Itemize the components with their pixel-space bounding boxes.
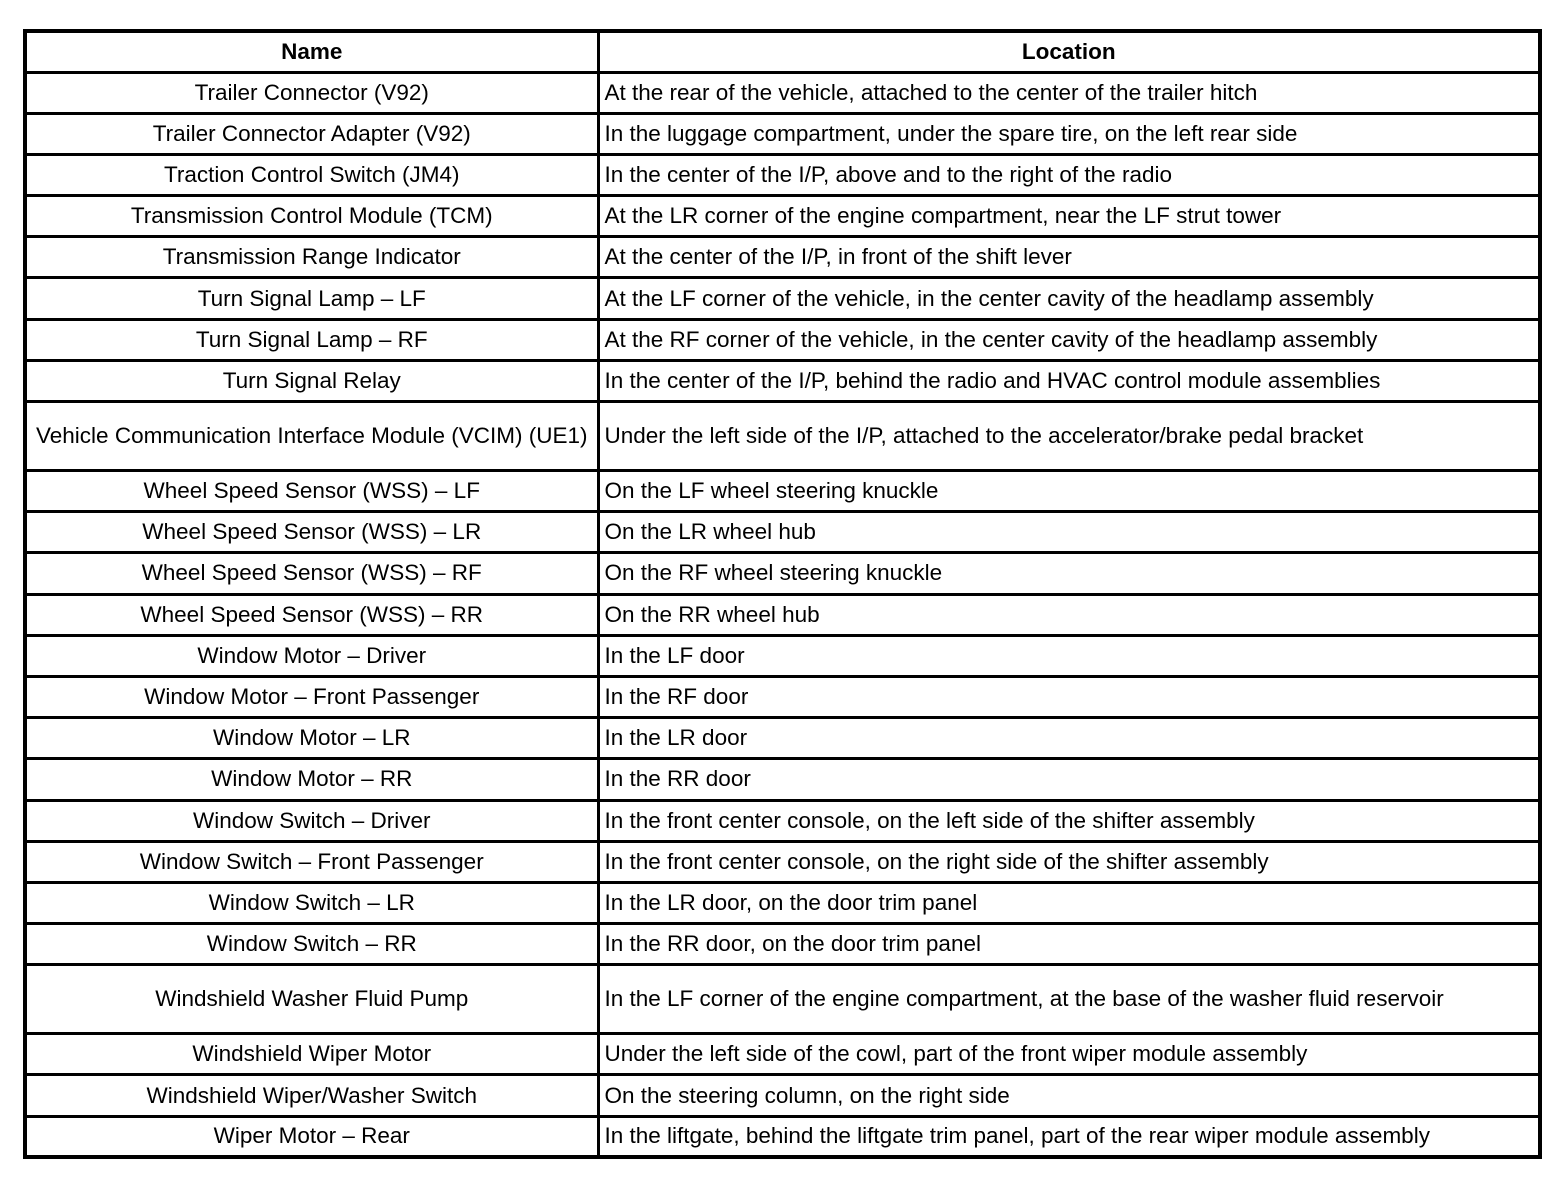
table-row <box>25 512 1540 553</box>
component-location-cell: In the RR door <box>598 759 1540 800</box>
component-location-cell: In the liftgate, behind the liftgate trim panel, part of the rear wiper module assembly <box>598 1116 1540 1157</box>
table-row <box>25 196 1540 237</box>
component-location-cell: In the center of the I/P, above and to the right of the radio <box>598 154 1540 195</box>
component-location-cell: In the front center console, on the right side of the shifter assembly <box>598 841 1540 882</box>
component-name-cell: Wheel Speed Sensor (WSS) – RF <box>25 553 598 594</box>
component-name-cell: Wheel Speed Sensor (WSS) – LR <box>25 512 598 553</box>
table-row <box>25 553 1540 594</box>
component-location-cell: In the front center console, on the left side of the shifter assembly <box>598 800 1540 841</box>
name-column-header: Name <box>25 31 598 72</box>
location-column-header: Location <box>598 31 1540 72</box>
component-name-cell: Window Switch – Driver <box>25 800 598 841</box>
component-location-cell: At the center of the I/P, in front of the shift lever <box>598 237 1540 278</box>
component-location-cell: In the center of the I/P, behind the radio and HVAC control module assemblies <box>598 360 1540 401</box>
table-row <box>25 965 1540 1034</box>
component-location-cell: On the steering column, on the right side <box>598 1075 1540 1116</box>
table-row <box>25 154 1540 195</box>
component-name-cell: Wheel Speed Sensor (WSS) – LF <box>25 471 598 512</box>
component-location-cell: In the LF door <box>598 635 1540 676</box>
component-location-cell: At the LR corner of the engine compartment, near the LF strut tower <box>598 196 1540 237</box>
table-row <box>25 924 1540 965</box>
component-name-cell: Transmission Range Indicator <box>25 237 598 278</box>
table-row <box>25 841 1540 882</box>
table-header-row <box>25 31 1540 72</box>
component-location-cell: In the LF corner of the engine compartment, at the base of the washer fluid reservoir <box>598 965 1540 1034</box>
component-location-cell: In the RF door <box>598 676 1540 717</box>
table-row <box>25 1116 1540 1157</box>
table-row <box>25 1075 1540 1116</box>
component-name-cell: Window Motor – LR <box>25 718 598 759</box>
table-row <box>25 402 1540 471</box>
table-row <box>25 237 1540 278</box>
component-name-cell: Turn Signal Lamp – RF <box>25 319 598 360</box>
table-row <box>25 319 1540 360</box>
component-name-cell: Window Motor – RR <box>25 759 598 800</box>
component-location-cell: On the LR wheel hub <box>598 512 1540 553</box>
table-row <box>25 718 1540 759</box>
component-location-cell: In the RR door, on the door trim panel <box>598 924 1540 965</box>
table-row <box>25 676 1540 717</box>
component-location-cell: In the luggage compartment, under the spare tire, on the left rear side <box>598 113 1540 154</box>
table-row <box>25 635 1540 676</box>
component-name-cell: Transmission Control Module (TCM) <box>25 196 598 237</box>
table-row <box>25 800 1540 841</box>
table-row <box>25 1034 1540 1075</box>
component-name-cell: Window Switch – RR <box>25 924 598 965</box>
table-row <box>25 471 1540 512</box>
component-name-cell: Turn Signal Relay <box>25 360 598 401</box>
table-row <box>25 759 1540 800</box>
table-row <box>25 113 1540 154</box>
component-name-cell: Turn Signal Lamp – LF <box>25 278 598 319</box>
component-name-cell: Window Motor – Driver <box>25 635 598 676</box>
table-row <box>25 278 1540 319</box>
component-location-cell: At the LF corner of the vehicle, in the center cavity of the headlamp assembly <box>598 278 1540 319</box>
component-location-cell: On the RR wheel hub <box>598 594 1540 635</box>
table-row <box>25 882 1540 923</box>
component-location-cell: Under the left side of the I/P, attached to the accelerator/brake pedal bracket <box>598 402 1540 471</box>
component-name-cell: Windshield Wiper Motor <box>25 1034 598 1075</box>
component-name-cell: Window Switch – LR <box>25 882 598 923</box>
component-name-cell: Windshield Washer Fluid Pump <box>25 965 598 1034</box>
component-location-cell: At the RF corner of the vehicle, in the center cavity of the headlamp assembly <box>598 319 1540 360</box>
component-location-cell: Under the left side of the cowl, part of the front wiper module assembly <box>598 1034 1540 1075</box>
component-name-cell: Wiper Motor – Rear <box>25 1116 598 1157</box>
component-name-cell: Vehicle Communication Interface Module (VCIM) (UE1) <box>25 402 598 471</box>
component-location-cell: At the rear of the vehicle, attached to the center of the trailer hitch <box>598 72 1540 113</box>
component-name-cell: Window Motor – Front Passenger <box>25 676 598 717</box>
table-row <box>25 72 1540 113</box>
component-name-cell: Wheel Speed Sensor (WSS) – RR <box>25 594 598 635</box>
component-location-cell: On the LF wheel steering knuckle <box>598 471 1540 512</box>
component-location-cell: In the LR door, on the door trim panel <box>598 882 1540 923</box>
table-row <box>25 594 1540 635</box>
component-name-cell: Traction Control Switch (JM4) <box>25 154 598 195</box>
component-name-cell: Window Switch – Front Passenger <box>25 841 598 882</box>
component-name-cell: Trailer Connector (V92) <box>25 72 598 113</box>
component-name-cell: Trailer Connector Adapter (V92) <box>25 113 598 154</box>
component-location-cell: In the LR door <box>598 718 1540 759</box>
component-location-table <box>23 29 1542 1159</box>
component-name-cell: Windshield Wiper/Washer Switch <box>25 1075 598 1116</box>
table-body <box>25 72 1540 1157</box>
table-row <box>25 360 1540 401</box>
component-location-cell: On the RF wheel steering knuckle <box>598 553 1540 594</box>
